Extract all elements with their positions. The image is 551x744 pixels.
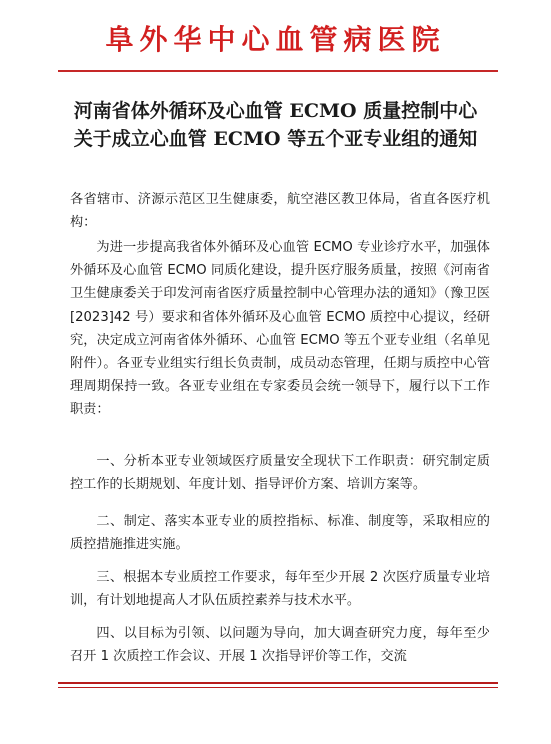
footer-divider-thick	[58, 682, 498, 684]
intro-paragraph: 为进一步提高我省体外循环及心血管 ECMO 专业诊疗水平，加强体外循环及心血管 ECMO 同质化建设，提升医疗服务质量，按照《河南省卫生健康委关于印发河南省医疗质量控制中心管理办法的通知》（豫卫医[2023]42 号）要求和省体外循环及心血管 ECMO 质控中心提议，经研究，决定成立河南省体外循环、心血管 ECMO 等五个亚专业组（名单见附件）。各亚专业组实行组长负责制，成员动态管理，任期与质控中心管理周期保持一致。各亚专业组在专家委员会统一领导下，履行以下工作职责：	[70, 240, 490, 418]
duty-item-4: 四、以目标为引领、以问题为导向，加大调查研究力度，每年至少召开 1 次质控工作会议、开展 1 次指导评价等工作，交流	[70, 626, 490, 665]
duty-item-2: 二、制定、落实本亚专业的质控指标、标准、制度等，采取相应的质控措施推进实施。	[70, 514, 490, 553]
document-title-line-1: 河南省体外循环及心血管 ECMO 质量控制中心	[73, 100, 478, 122]
letterhead-hospital-name: 阜外华中心血管病医院	[105, 23, 446, 56]
addressee-paragraph: 各省辖市、济源示范区卫生健康委，航空港区教卫体局，省直各医疗机构：	[70, 192, 490, 231]
duty-item-1: 一、分析本亚专业领域医疗质量安全现状下工作职责：研究制定质控工作的长期规划、年度计划、指导评价方案、培训方案等。	[70, 454, 490, 493]
footer-divider-thin	[58, 687, 498, 688]
duty-item-3: 三、根据本专业质控工作要求，每年至少开展 2 次医疗质量专业培训，有计划地提高人才队伍质控素养与技术水平。	[70, 570, 490, 609]
document-title-line-2: 关于成立心血管 ECMO 等五个亚专业组的通知	[73, 128, 478, 150]
letterhead-divider	[58, 70, 498, 72]
